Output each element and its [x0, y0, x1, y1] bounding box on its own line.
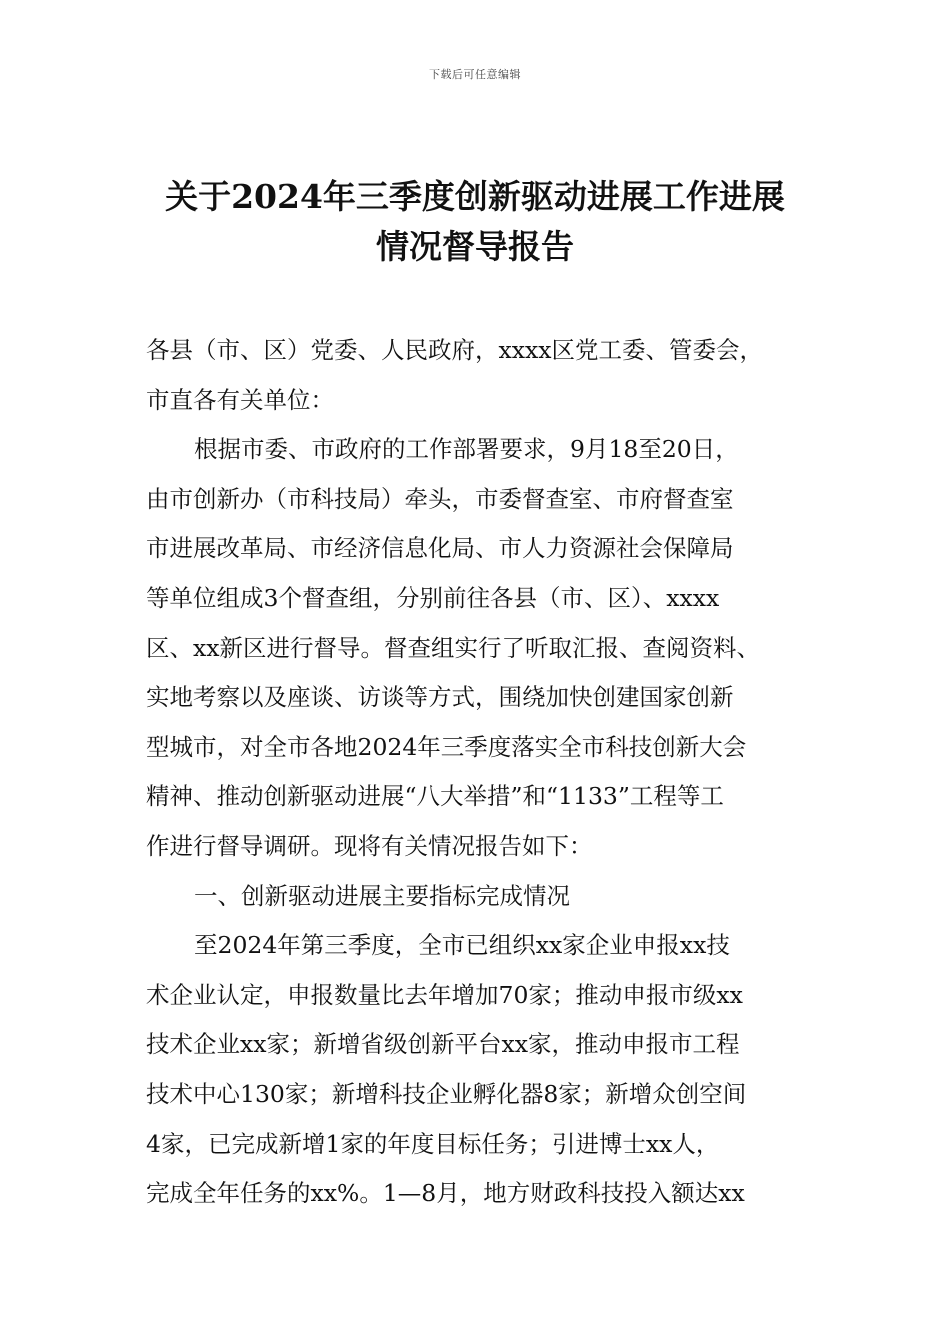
paragraph-line: 精神、推动创新驱动进展“八大举措”和“1133”工程等工	[146, 782, 724, 811]
paragraph-line: 实地考察以及座谈、访谈等方式，围绕加快创建国家创新	[146, 683, 734, 712]
paragraph-line: 至2024年第三季度，全市已组织xx家企业申报xx技	[194, 931, 730, 960]
document-body	[146, 326, 822, 1219]
salutation-line: 各县（市、区）党委、人民政府，xxxx区党工委、管委会，	[146, 336, 764, 364]
paragraph-line: 技术企业xx家；新增省级创新平台xx家，推动申报市工程	[146, 1030, 740, 1059]
paragraph-line: 由市创新办（市科技局）牵头，市委督查室、市府督查室	[146, 484, 734, 513]
paragraph-line: 市进展改革局、市经济信息化局、市人力资源社会保障局	[146, 534, 734, 563]
paragraph-line: 区、xx新区进行督导。督查组实行了听取汇报、查阅资料、	[146, 633, 761, 662]
salutation-line: 市直各有关单位：	[146, 385, 334, 414]
document-title	[100, 172, 850, 272]
paragraph-line: 4家，已完成新增1家的年度目标任务；引进博士xx人，	[146, 1129, 720, 1158]
paragraph-line: 根据市委、市政府的工作部署要求，9月18至20日，	[194, 435, 739, 464]
paragraph-line: 技术中心130家；新增科技企业孵化器8家；新增众创空间	[146, 1079, 747, 1108]
header-note: 下载后可任意编辑	[429, 68, 521, 81]
paragraph-line: 术企业认定，申报数量比去年增加70家；推动申报市级xx	[146, 980, 743, 1009]
title-line-1: 关于2024年三季度创新驱动进展工作进展	[165, 177, 785, 216]
paragraph-line: 型城市，对全市各地2024年三季度落实全市科技创新大会	[146, 732, 747, 761]
title-line-2: 情况督导报告	[376, 227, 574, 266]
paragraph-line: 等单位组成3个督查组，分别前往各县（市、区）、xxxx	[146, 583, 720, 612]
paragraph-line: 作进行督导调研。现将有关情况报告如下：	[146, 831, 593, 860]
section-heading: 一、创新驱动进展主要指标完成情况	[194, 881, 570, 910]
paragraph-line: 完成全年任务的xx%。1—8月，地方财政科技投入额达xx	[146, 1179, 745, 1208]
